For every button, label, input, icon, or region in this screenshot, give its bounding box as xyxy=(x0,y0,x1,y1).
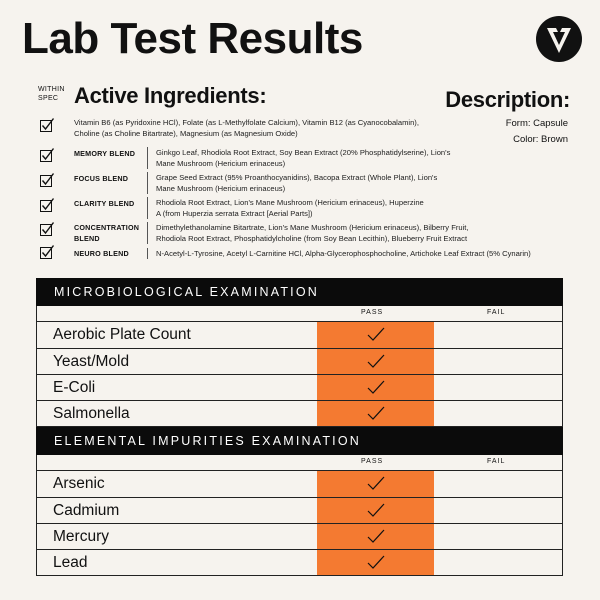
description-title: Description: xyxy=(445,87,570,112)
blend-name: MEMORY BLEND xyxy=(74,149,136,158)
pass-fail-header xyxy=(36,306,563,321)
test-name: Yeast/Mold xyxy=(53,353,130,370)
checkmark-icon xyxy=(367,380,385,395)
within-spec-label: WITHIN SPEC xyxy=(38,86,65,102)
test-name: Salmonella xyxy=(53,405,130,422)
pass-cell xyxy=(317,349,434,374)
page-title: Lab Test Results xyxy=(22,14,363,63)
description-form: Form: Capsule xyxy=(505,118,568,129)
test-name: Arsenic xyxy=(53,475,105,492)
active-ingredients-title: Active Ingredients: xyxy=(74,83,267,108)
pass-cell xyxy=(317,401,434,426)
fail-cell xyxy=(434,375,564,400)
blend-ingredients: Ginkgo Leaf, Rhodiola Root Extract, Soy Bean Extract (20% Phosphatidylserine), Lion's Mane Mushroom (Hericium erinaceus) xyxy=(147,147,450,169)
fail-cell xyxy=(434,322,564,348)
checkmark-icon xyxy=(367,327,385,342)
table-row xyxy=(37,374,562,400)
elemental-header: ELEMENTAL IMPURITIES EXAMINATION xyxy=(36,427,563,455)
table-row xyxy=(37,322,562,348)
checkmark-icon xyxy=(367,555,385,570)
blend-name: CLARITY BLEND xyxy=(74,199,135,208)
fail-cell xyxy=(434,471,564,497)
fail-cell xyxy=(434,524,564,549)
pass-cell xyxy=(317,322,434,348)
table-row xyxy=(37,497,562,523)
table-row xyxy=(37,523,562,549)
fail-column-label: FAIL xyxy=(487,458,506,465)
pass-cell xyxy=(317,471,434,497)
pass-cell xyxy=(317,550,434,575)
blend-name: NEURO BLEND xyxy=(74,249,129,258)
test-name: Mercury xyxy=(53,528,109,545)
table-row xyxy=(37,471,562,497)
blend-ingredients: Dimethylethanolamine Bitartrate, Lion's Mane Mushroom (Hericium erinaceus), Bilberry Fruit, Rhodiola Root Extract, Phosphatidylcholine (from Soy Bean Lecithin), Blueberry Fruit Extract xyxy=(147,222,469,244)
pass-fail-header xyxy=(36,455,563,470)
checkbox-checked-icon xyxy=(40,198,54,212)
blend-name: FOCUS BLEND xyxy=(74,174,129,183)
checkmark-icon xyxy=(367,406,385,421)
table-row xyxy=(37,400,562,426)
fail-cell xyxy=(434,550,564,575)
pass-cell xyxy=(317,375,434,400)
table-row xyxy=(37,348,562,374)
test-name: Aerobic Plate Count xyxy=(53,326,191,343)
blend-ingredients: N-Acetyl-L-Tyrosine, Acetyl L-Carnitine HCl, Alpha-Glycerophosphocholine, Artichoke Leaf Extract (5% Cynarin) xyxy=(147,248,531,259)
microbiological-table xyxy=(36,321,563,427)
blend-ingredients: Grape Seed Extract (95% Proanthocyanidins), Bacopa Extract (Whole Plant), Lion's Mane Mushroom (Hericium erinaceus) xyxy=(147,172,437,194)
fail-cell xyxy=(434,498,564,523)
fail-cell xyxy=(434,401,564,426)
checkbox-checked-icon xyxy=(40,222,54,236)
fail-column-label: FAIL xyxy=(487,309,506,316)
microbiological-header: MICROBIOLOGICAL EXAMINATION xyxy=(36,278,563,306)
checkmark-icon xyxy=(367,476,385,491)
pass-cell xyxy=(317,498,434,523)
v-triangle-logo-icon xyxy=(536,16,582,62)
table-row xyxy=(37,549,562,575)
pass-column-label: PASS xyxy=(361,309,384,316)
description-color: Color: Brown xyxy=(513,134,568,145)
elemental-table xyxy=(36,470,563,576)
fail-cell xyxy=(434,349,564,374)
test-name: Cadmium xyxy=(53,502,120,519)
checkbox-checked-icon xyxy=(40,245,54,259)
test-name: Lead xyxy=(53,554,88,571)
test-name: E-Coli xyxy=(53,379,96,396)
checkmark-icon xyxy=(367,529,385,544)
checkbox-checked-icon xyxy=(40,173,54,187)
blend-name: CONCENTRATION BLEND xyxy=(74,223,140,243)
checkmark-icon xyxy=(367,503,385,518)
checkbox-checked-icon xyxy=(40,148,54,162)
blend-ingredients: Rhodiola Root Extract, Lion's Mane Mushroom (Hericium erinaceus), Huperzine A (from Huperzia serrata Extract [Aerial Parts]) xyxy=(147,197,424,219)
pass-cell xyxy=(317,524,434,549)
vitamins-ingredient-text: Vitamin B6 (as Pyridoxine HCl), Folate (as L-Methylfolate Calcium), Vitamin B12 (as Cyanocobalamin), Choline (as Choline Bitartrate), Magnesium (as Magnesium Oxide) xyxy=(74,118,419,138)
pass-column-label: PASS xyxy=(361,458,384,465)
checkbox-checked-icon xyxy=(40,118,54,132)
checkmark-icon xyxy=(367,354,385,369)
